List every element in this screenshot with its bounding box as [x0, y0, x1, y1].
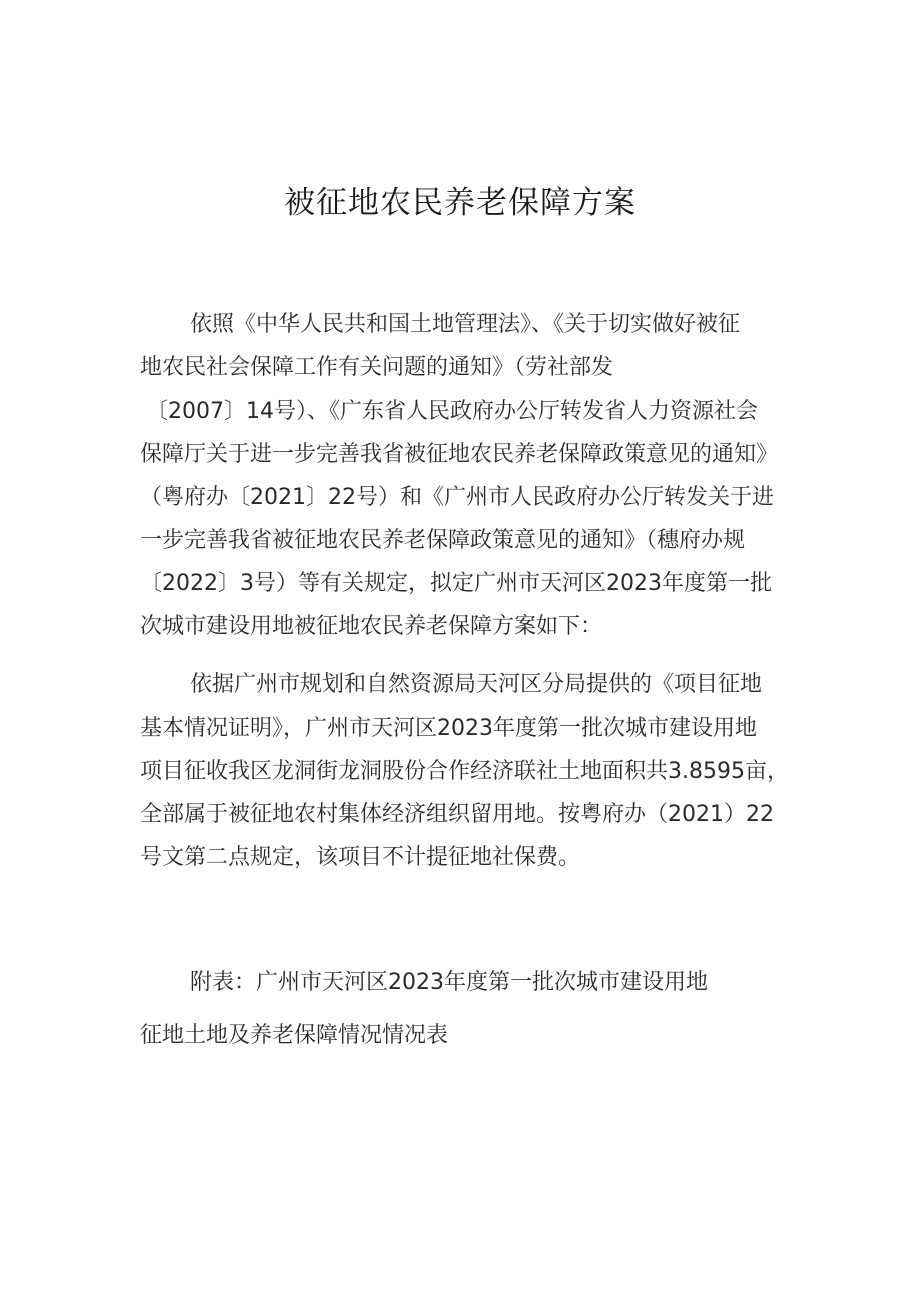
paragraph-line: 一步完善我省被征地农民养老保障政策意见的通知》（穗府办规	[140, 528, 746, 553]
paragraph-line: （粤府办〔2021〕22号）和《广州市人民政府办公厅转发关于进	[140, 485, 774, 510]
paragraph-line: 全部属于被征地农村集体经济组织留用地。按粤府办（2021）22	[140, 802, 774, 827]
paragraph-line: 依据广州市规划和自然资源局天河区分局提供的《项目征地	[190, 672, 763, 697]
paragraph-line: 依照《中华人民共和国土地管理法》、《关于切实做好被征	[190, 312, 741, 337]
paragraph-line: 〔2022〕3号）等有关规定，拟定广州市天河区2023年度第一批	[140, 571, 772, 596]
attachment-line: 征地土地及养老保障情况情况表	[140, 1023, 449, 1048]
document-title: 被征地农民养老保障方案	[284, 185, 636, 221]
attachment-line: 附表：广州市天河区2023年度第一批次城市建设用地	[190, 970, 708, 995]
paragraph-line: 基本情况证明》，广州市天河区2023年度第一批次城市建设用地	[140, 716, 757, 741]
paragraph-line: 项目征收我区龙洞街龙洞股份合作经济联社土地面积共3.8595亩，	[140, 759, 789, 784]
paragraph-line: 〔2007〕14号）、《广东省人民政府办公厅转发省人力资源社会	[146, 399, 758, 424]
paragraph-line: 次城市建设用地被征地农民养老保障方案如下：	[140, 614, 603, 639]
paragraph-line: 保障厅关于进一步完善我省被征地农民养老保障政策意见的通知》	[140, 442, 779, 467]
paragraph-line: 号文第二点规定，该项目不计提征地社保费。	[140, 845, 581, 870]
paragraph-line: 地农民社会保障工作有关问题的通知》（劳社部发	[140, 355, 614, 380]
